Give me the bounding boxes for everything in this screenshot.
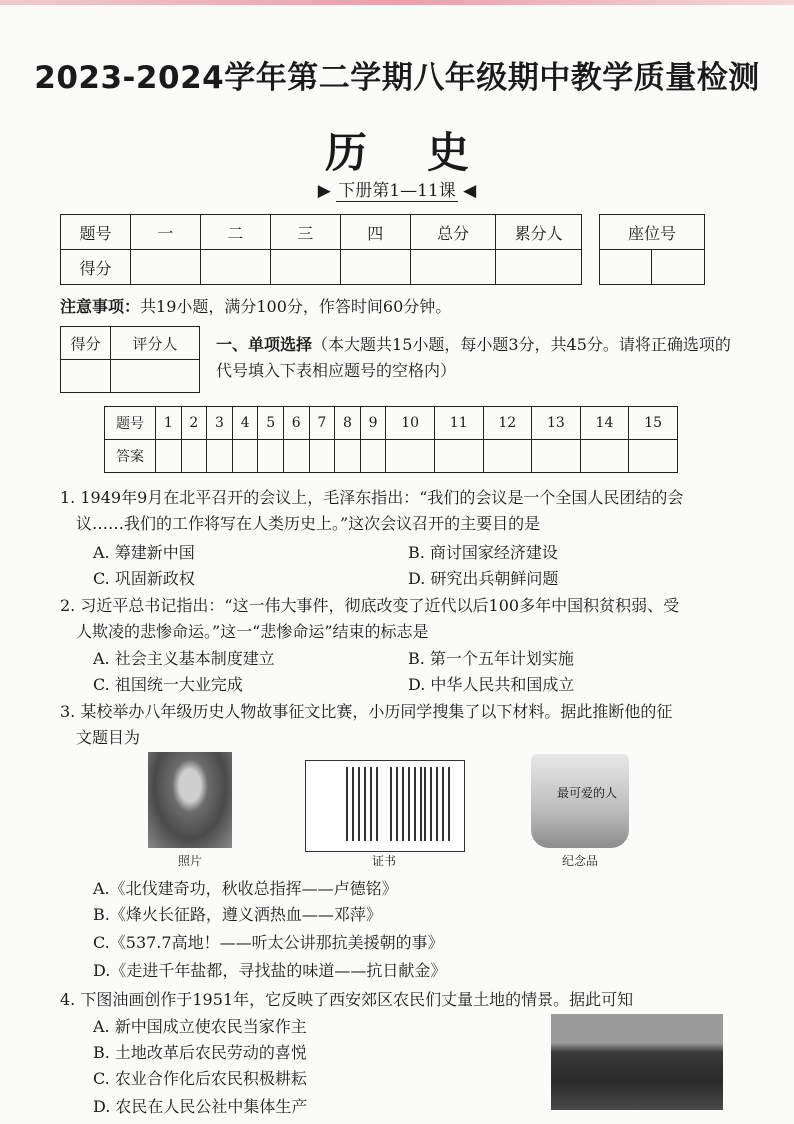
score-header-cell: 题号 xyxy=(61,215,131,250)
notice xyxy=(60,294,451,317)
answer-cell xyxy=(360,440,386,473)
answer-cell xyxy=(232,440,258,473)
grader-score-cell xyxy=(61,360,111,393)
score-cell xyxy=(340,250,410,285)
notice-text: 共19小题，满分100分，作答时间60分钟。 xyxy=(140,297,452,316)
q2-option-c: C. 祖国统一大业完成 xyxy=(93,675,243,694)
q4-option-a: A. 新中国成立使农民当家作主 xyxy=(93,1017,307,1036)
score-header-cell: 四 xyxy=(340,215,410,250)
answer-number-cell: 3 xyxy=(207,407,233,440)
seat-number-table xyxy=(599,214,705,285)
grader-score-label: 得分 xyxy=(61,327,111,360)
answer-cell xyxy=(207,440,233,473)
certificate-image xyxy=(305,760,465,852)
photo-caption: 照片 xyxy=(177,854,202,868)
q2-stem-line1: 2. 习近平总书记指出：“这一伟大事件，彻底改变了近代以后100多年中国积贫积弱、受 xyxy=(60,596,680,615)
score-header-cell: 累分人 xyxy=(496,215,582,250)
answer-number-cell: 1 xyxy=(156,407,182,440)
answer-cell xyxy=(434,440,483,473)
answer-cell xyxy=(629,440,678,473)
score-cell xyxy=(270,250,340,285)
answer-number-cell: 5 xyxy=(258,407,284,440)
answer-number-cell: 6 xyxy=(283,407,309,440)
top-edge-stripe xyxy=(0,0,794,5)
q4-stem-line1: 4. 下图油画创作于1951年，它反映了西安郊区农民们丈量土地的情景。据此可知 xyxy=(60,990,634,1009)
answer-cell xyxy=(283,440,309,473)
answer-cell xyxy=(386,440,435,473)
score-cell xyxy=(496,250,582,285)
q2-stem-line2: 人欺凌的悲惨命运。”这一“悲惨命运”结束的标志是 xyxy=(76,622,429,641)
score-row-label: 得分 xyxy=(61,250,131,285)
exam-title: 2023-2024学年第二学期八年级期中教学质量检测 xyxy=(34,60,760,96)
score-cell xyxy=(200,250,270,285)
q2-option-d: D. 中华人民共和国成立 xyxy=(408,675,575,694)
course-range xyxy=(0,176,794,201)
answer-number-cell: 2 xyxy=(181,407,207,440)
q3-stem-line2: 文题目为 xyxy=(76,728,141,747)
q2-option-b: B. 第一个五年计划实施 xyxy=(408,649,574,668)
answer-cell xyxy=(532,440,581,473)
q1-stem-line1: 1. 1949年9月在北平召开的会议上，毛泽东指出：“我们的会议是一个全国人民团结的会 xyxy=(60,488,684,507)
score-header-cell: 总分 xyxy=(410,215,496,250)
answer-number-cell: 15 xyxy=(629,407,678,440)
certificate-panel xyxy=(390,767,426,841)
answer-cell xyxy=(181,440,207,473)
q3-option-a: A.《北伐建奇功，秋收总指挥——卢德铭》 xyxy=(93,879,398,898)
q1-option-d: D. 研究出兵朝鲜问题 xyxy=(408,569,559,588)
q3-option-d: D.《走进千年盐都，寻找盐的味道——抗日献金》 xyxy=(93,961,447,980)
score-header-cell: 一 xyxy=(130,215,200,250)
seat-number-cell xyxy=(600,250,652,285)
answer-cell xyxy=(156,440,182,473)
score-header-cell: 二 xyxy=(200,215,270,250)
grader-name-label: 评分人 xyxy=(111,327,200,360)
score-cell xyxy=(410,250,496,285)
section-1-desc: （本大题共15小题，每小题3分，共45分。请将正确选项的代号填入下表相应题号的空格内） xyxy=(216,335,731,380)
q4-option-c: C. 农业合作化后农民积极耕耘 xyxy=(93,1069,307,1088)
answer-number-cell: 4 xyxy=(232,407,258,440)
answer-table xyxy=(104,406,678,473)
answer-number-cell: 8 xyxy=(335,407,361,440)
subject-title: 历史 xyxy=(324,128,529,177)
oil-painting-image xyxy=(551,1014,723,1110)
q4-option-b: B. 土地改革后农民劳动的喜悦 xyxy=(93,1043,307,1062)
grader-name-cell xyxy=(111,360,200,393)
notice-label: 注意事项： xyxy=(60,297,141,316)
answer-number-cell: 7 xyxy=(309,407,335,440)
q2-option-a: A. 社会主义基本制度建立 xyxy=(93,649,275,668)
answer-table-num-label: 题号 xyxy=(105,407,156,440)
answer-number-cell: 9 xyxy=(360,407,386,440)
grader-table xyxy=(60,326,200,393)
answer-number-cell: 13 xyxy=(532,407,581,440)
q1-option-b: B. 商讨国家经济建设 xyxy=(408,543,558,562)
q1-option-c: C. 巩固新政权 xyxy=(93,569,195,588)
triangle-left-icon: ◀ xyxy=(463,181,477,201)
seat-number-label: 座位号 xyxy=(600,215,705,250)
cup-inscription: 最可爱的人 xyxy=(557,786,618,800)
answer-number-cell: 14 xyxy=(580,407,629,440)
answer-number-cell: 12 xyxy=(483,407,532,440)
course-range-text: 下册第1—11课 xyxy=(338,181,456,201)
answer-cell xyxy=(309,440,335,473)
score-header-cell: 三 xyxy=(270,215,340,250)
answer-cell xyxy=(258,440,284,473)
score-table xyxy=(60,214,582,285)
answer-number-cell: 10 xyxy=(386,407,435,440)
q3-option-c: C.《537.7高地！——听太公讲那抗美援朝的事》 xyxy=(93,933,444,952)
q3-stem-line1: 3. 某校举办八年级历史人物故事征文比赛，小历同学搜集了以下材料。据此推断他的征 xyxy=(60,702,673,721)
answer-cell xyxy=(483,440,532,473)
answer-cell xyxy=(335,440,361,473)
q3-option-b: B.《烽火长征路，遵义洒热血——邓萍》 xyxy=(93,905,382,924)
soldier-photo xyxy=(148,752,232,848)
q1-stem-line2: 议……我们的工作将写在人类历史上。”这次会议召开的主要目的是 xyxy=(76,514,541,533)
answer-table-ans-label: 答案 xyxy=(105,440,156,473)
triangle-right-icon: ▶ xyxy=(317,181,331,201)
score-cell xyxy=(130,250,200,285)
q4-option-d: D. 农民在人民公社中集体生产 xyxy=(93,1097,308,1116)
souvenir-cup-image xyxy=(531,754,629,848)
section-1-heading: 一、单项选择 xyxy=(216,335,313,354)
q1-option-a: A. 筹建新中国 xyxy=(93,543,195,562)
certificate-panel xyxy=(346,767,382,841)
answer-cell xyxy=(580,440,629,473)
certificate-caption: 证书 xyxy=(371,854,396,868)
certificate-panel xyxy=(424,767,454,841)
section-1-instructions xyxy=(216,332,736,384)
souvenir-caption: 纪念品 xyxy=(561,854,598,868)
seat-number-cell xyxy=(652,250,705,285)
answer-number-cell: 11 xyxy=(434,407,483,440)
